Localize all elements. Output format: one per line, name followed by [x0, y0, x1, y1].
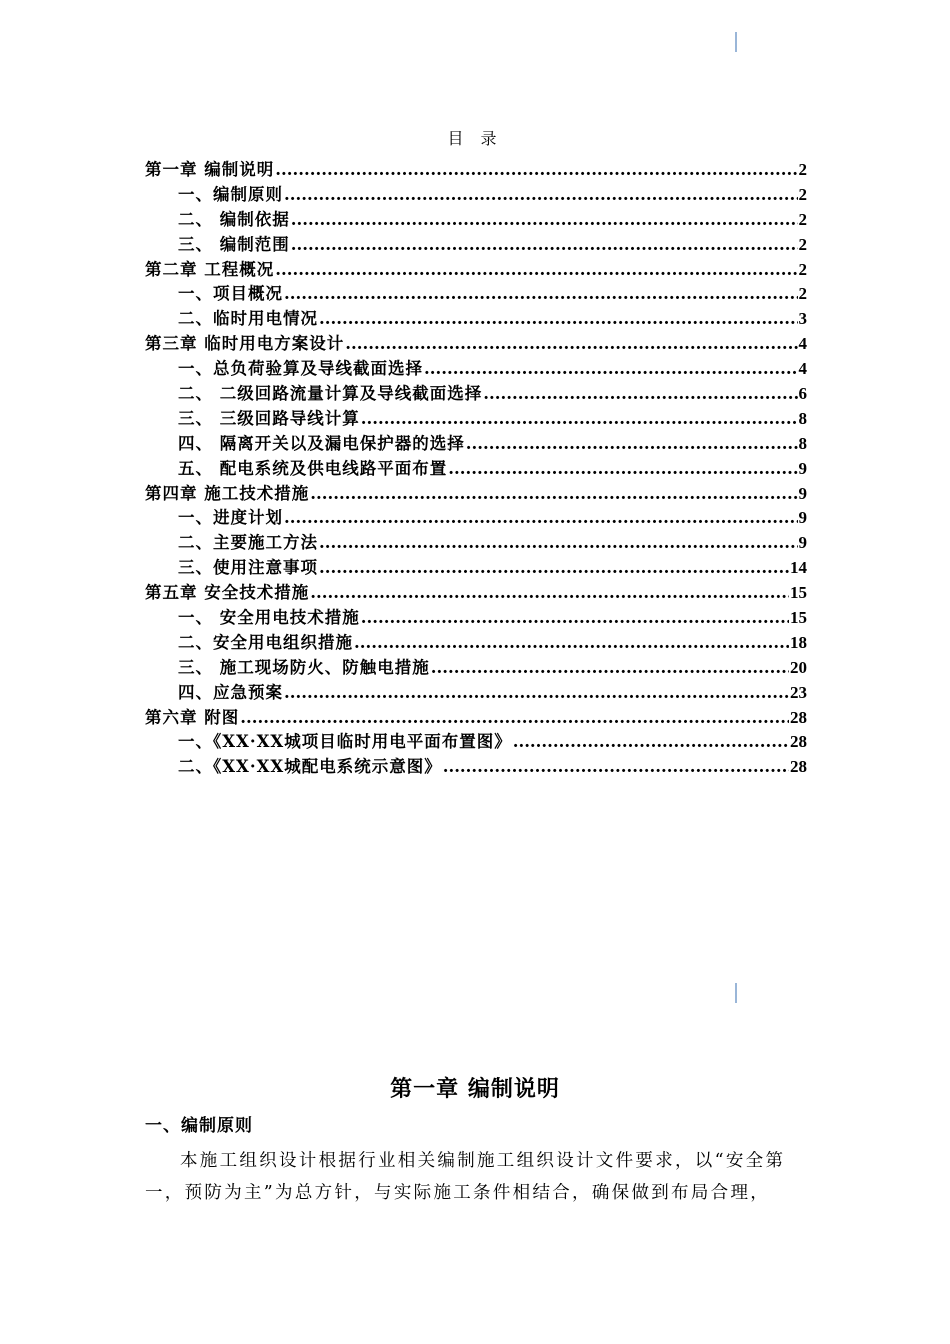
- toc-page-number: 3: [798, 309, 807, 329]
- toc-page-number: 28: [790, 707, 807, 727]
- toc-entry[interactable]: [145, 407, 807, 432]
- toc-entry-title: 二、 二级回路流量计算及导线截面选择: [178, 384, 483, 404]
- toc-page-number: 4: [798, 359, 807, 379]
- toc-page-number: 4: [798, 334, 807, 354]
- toc-entry-title: 二、临时用电情况: [178, 309, 318, 329]
- toc-dot-leader: [284, 183, 798, 208]
- toc-entry[interactable]: [145, 681, 807, 706]
- toc-entry-title: 五、 配电系统及供电线路平面布置: [178, 458, 448, 478]
- toc-dot-leader: [319, 556, 789, 581]
- toc-dot-leader: [291, 208, 798, 233]
- toc-page-number: 14: [790, 558, 807, 578]
- toc-entry-title: 二、 编制依据: [178, 209, 290, 229]
- toc-entry-title: 三、 施工现场防火、防触电措施: [178, 657, 430, 677]
- toc-dot-leader: [310, 581, 789, 606]
- toc-dot-leader: [443, 755, 789, 780]
- toc-page-number: 2: [798, 184, 807, 204]
- toc-entry[interactable]: [145, 457, 807, 482]
- body-paragraph: 本施工组织设计根据行业相关编制施工组织设计文件要求，以“安全第一，预防为主”为总方针，与实际施工条件相结合，确保做到布局合理，: [145, 1151, 786, 1203]
- toc-entry[interactable]: [145, 208, 807, 233]
- toc-entry[interactable]: [145, 606, 807, 631]
- toc-dot-leader: [275, 158, 797, 183]
- toc-entry[interactable]: [145, 258, 807, 283]
- toc-entry-title: 一、 安全用电技术措施: [178, 608, 360, 628]
- toc-entry[interactable]: [145, 233, 807, 258]
- toc-dot-leader: [466, 432, 798, 457]
- toc-page-number: 15: [790, 608, 807, 628]
- toc-entry-title: 第三章 临时用电方案设计: [145, 334, 345, 354]
- toc-entry-title: 二、《XX·XX城配电系统示意图》: [178, 757, 442, 777]
- toc-entry[interactable]: [145, 506, 807, 531]
- toc-dot-leader: [284, 681, 789, 706]
- toc-page-number: 8: [798, 433, 807, 453]
- toc-entry-title: 三、 编制范围: [178, 234, 290, 254]
- toc-entry-title: 四、 隔离开关以及漏电保护器的选择: [178, 433, 465, 453]
- toc-page-number: 28: [790, 757, 807, 777]
- toc-entry[interactable]: [145, 755, 807, 780]
- toc-entry[interactable]: [145, 282, 807, 307]
- toc-page-number: 9: [798, 533, 807, 553]
- toc-dot-leader: [424, 357, 798, 382]
- toc-entry[interactable]: [145, 183, 807, 208]
- toc-entry-title: 第六章 附图: [145, 707, 240, 727]
- toc-entry-title: 三、使用注意事项: [178, 558, 318, 578]
- toc-dot-leader: [240, 706, 789, 731]
- toc-dot-leader: [345, 332, 797, 357]
- toc-page-number: 9: [798, 508, 807, 528]
- toc-entry-title: 一、项目概况: [178, 284, 283, 304]
- toc-entry-title: 二、安全用电组织措施: [178, 632, 353, 652]
- toc-entry[interactable]: [145, 357, 807, 382]
- toc-entry-title: 三、 三级回路导线计算: [178, 408, 360, 428]
- toc-dot-leader: [319, 307, 798, 332]
- toc-entry[interactable]: [145, 332, 807, 357]
- toc-dot-leader: [361, 606, 789, 631]
- toc-page-number: 2: [798, 209, 807, 229]
- toc-page-number: 23: [790, 682, 807, 702]
- toc-entry[interactable]: [145, 482, 807, 507]
- toc-dot-leader: [513, 730, 789, 755]
- toc-dot-leader: [448, 457, 797, 482]
- toc-entry-title: 第一章 编制说明: [145, 160, 275, 179]
- toc-entry[interactable]: [145, 631, 807, 656]
- toc-entry[interactable]: [145, 581, 807, 606]
- toc-entry[interactable]: [145, 706, 807, 731]
- toc-dot-leader: [291, 233, 798, 258]
- toc-dot-leader: [284, 282, 798, 307]
- toc-entry-title: 四、应急预案: [178, 682, 283, 702]
- toc-entry[interactable]: [145, 730, 807, 755]
- toc-page-number: 28: [790, 732, 807, 752]
- toc-page-number: 2: [798, 259, 807, 279]
- toc-entry-title: 第五章 安全技术措施: [145, 583, 310, 603]
- chapter-heading: 第一章 编制说明: [390, 1076, 560, 1102]
- toc-page-number: 20: [790, 657, 807, 677]
- toc-page-number: 8: [798, 408, 807, 428]
- toc-entry[interactable]: [145, 656, 807, 681]
- toc-dot-leader: [319, 531, 798, 556]
- toc-dot-leader: [310, 482, 797, 507]
- section-heading: 一、编制原则: [145, 1116, 253, 1136]
- toc-dot-leader: [483, 382, 797, 407]
- toc-dot-leader: [284, 506, 798, 531]
- toc-entry-title: 二、主要施工方法: [178, 533, 318, 553]
- table-of-contents: [145, 158, 807, 780]
- toc-entry-title: 一、《XX·XX城项目临时用电平面布置图》: [178, 732, 512, 752]
- toc-entry[interactable]: [145, 531, 807, 556]
- page-edge-marker: [735, 983, 737, 1003]
- toc-entry-title: 一、编制原则: [178, 184, 283, 204]
- toc-entry[interactable]: [145, 158, 807, 183]
- toc-page-number: 2: [798, 284, 807, 304]
- toc-entry-title: 第四章 施工技术措施: [145, 483, 310, 503]
- toc-entry[interactable]: [145, 382, 807, 407]
- toc-page-number: 2: [798, 234, 807, 254]
- toc-dot-leader: [431, 656, 789, 681]
- toc-dot-leader: [354, 631, 789, 656]
- toc-title: 目 录: [447, 129, 503, 148]
- toc-page-number: 9: [798, 458, 807, 478]
- toc-dot-leader: [275, 258, 797, 283]
- toc-entry-title: 第二章 工程概况: [145, 259, 275, 279]
- toc-page-number: 6: [798, 384, 807, 404]
- toc-dot-leader: [361, 407, 798, 432]
- toc-entry[interactable]: [145, 432, 807, 457]
- toc-page-number: 9: [798, 483, 807, 503]
- toc-page-number: 18: [790, 632, 807, 652]
- toc-page-number: 15: [790, 583, 807, 603]
- toc-entry[interactable]: [145, 556, 807, 581]
- toc-entry[interactable]: [145, 307, 807, 332]
- toc-entry-title: 一、总负荷验算及导线截面选择: [178, 359, 423, 379]
- page-edge-marker: [735, 32, 737, 52]
- toc-page-number: 2: [798, 160, 807, 179]
- toc-entry-title: 一、进度计划: [178, 508, 283, 528]
